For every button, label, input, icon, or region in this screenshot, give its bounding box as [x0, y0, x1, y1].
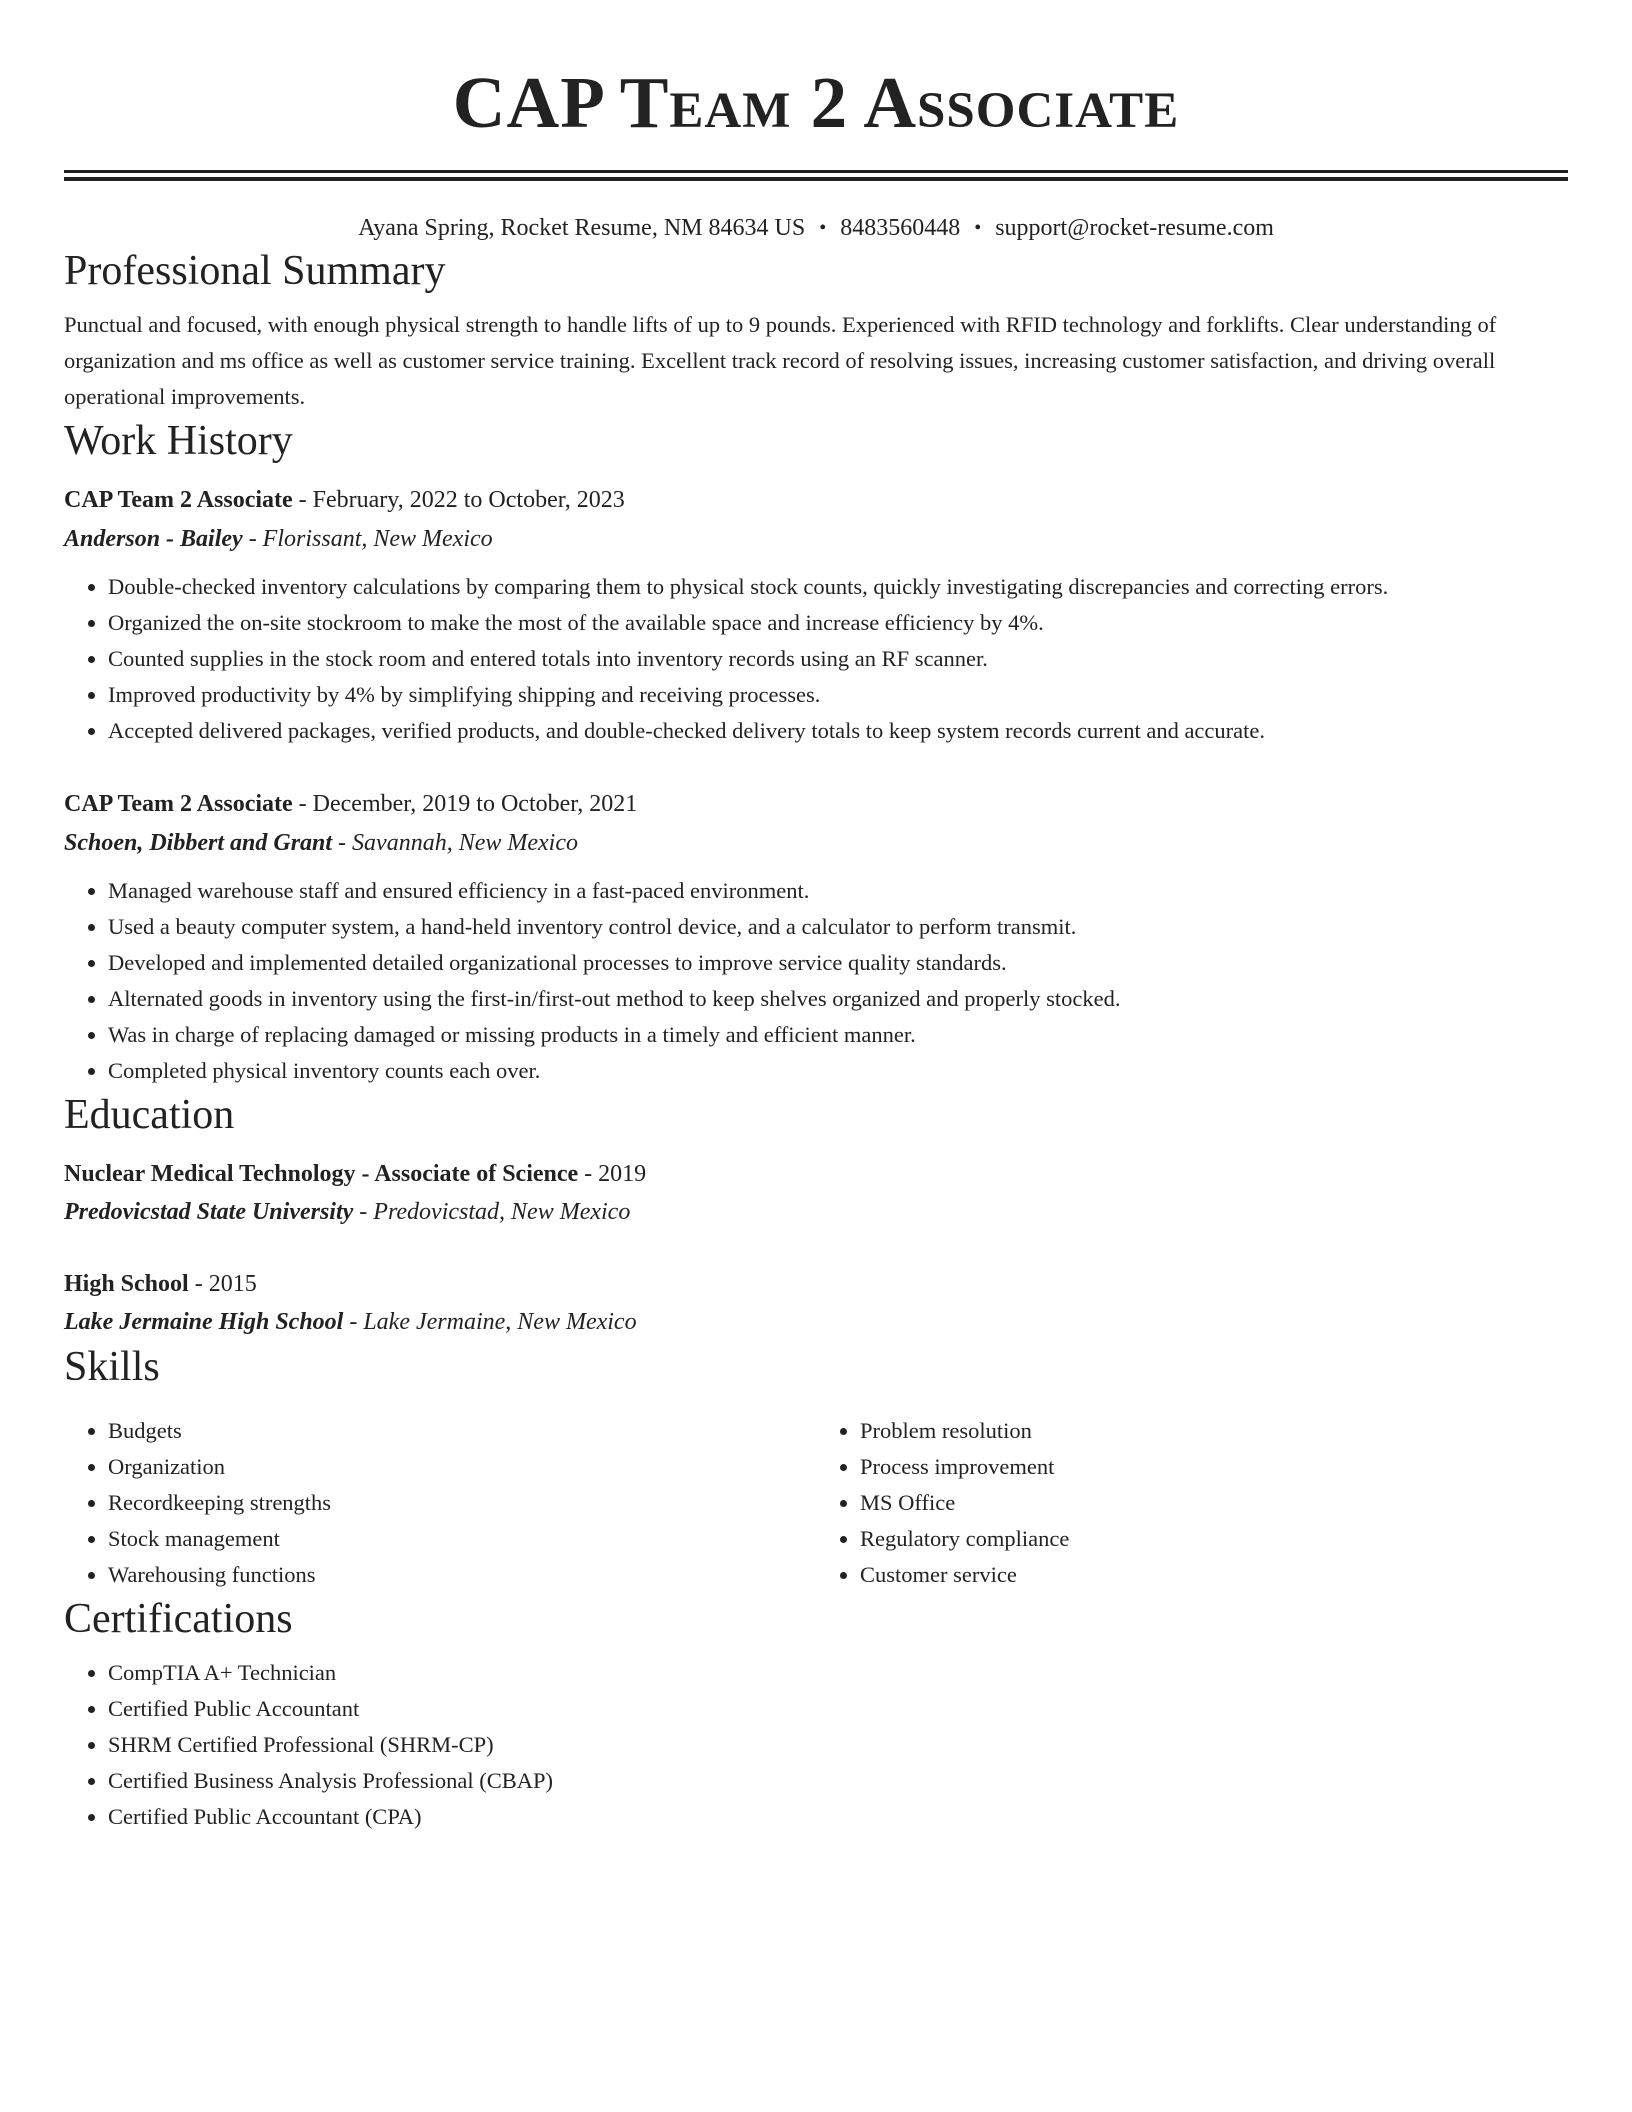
job-duties-list: [64, 569, 1568, 749]
education-degree: High School: [64, 1271, 189, 1297]
education-header: [64, 1265, 1568, 1303]
job-entry: [64, 785, 1568, 1089]
contact-separator: •: [974, 217, 982, 239]
summary-heading: Professional Summary: [64, 248, 446, 294]
job-header: [64, 481, 1568, 519]
education-degree: Nuclear Medical Technology - Associate of Science: [64, 1161, 579, 1187]
certification-item: • Certified Public Accountant: [108, 1691, 1568, 1727]
job-duty: • Managed warehouse staff and ensured efficiency in a fast-paced environment.: [108, 873, 1568, 909]
job-duty: • Counted supplies in the stock room and entered totals into inventory records using an RF scanner.: [108, 641, 1568, 677]
skills-grid: [64, 1413, 1568, 1593]
contact-separator: •: [819, 217, 827, 239]
job-employer: [64, 519, 1568, 559]
education-institution: [64, 1303, 1568, 1341]
summary-text: Punctual and focused, with enough physical strength to handle lifts of up to 9 pounds. Experienced with RFID technology and forklifts. Clear understanding of organization and ms office as well as customer service training. Excellent track record of resolving issues, increasing customer satisfaction, and driving overall operational improvements.: [64, 312, 1497, 409]
education-entry: [64, 1265, 1568, 1341]
education-school: Lake Jermaine High School: [64, 1309, 344, 1335]
contact-line: [64, 211, 1568, 245]
job-company: Anderson - Bailey: [64, 526, 243, 552]
contact-phone: 8483560448: [840, 215, 961, 241]
job-duty: • Was in charge of replacing damaged or missing products in a timely and efficient manner.: [108, 1017, 1568, 1053]
education-location: - Lake Jermaine, New Mexico: [343, 1309, 637, 1335]
skills-heading: Skills: [64, 1344, 160, 1390]
job-duty: • Used a beauty computer system, a hand-held inventory control device, and a calculator to perform transmit.: [108, 909, 1568, 945]
education-year: - 2015: [188, 1271, 257, 1297]
skill-item: • MS Office: [860, 1485, 1568, 1521]
skill-item: • Problem resolution: [860, 1413, 1568, 1449]
job-entry: [64, 481, 1568, 749]
skill-item: • Organization: [108, 1449, 816, 1485]
skill-item: • Budgets: [108, 1413, 816, 1449]
job-dates: - December, 2019 to October, 2021: [292, 791, 638, 817]
contact-email: support@rocket-resume.com: [995, 215, 1274, 241]
skill-item: • Recordkeeping strengths: [108, 1485, 816, 1521]
skill-item: • Stock management: [108, 1521, 816, 1557]
resume-page: [64, 0, 1568, 1835]
job-company: Schoen, Dibbert and Grant: [64, 830, 333, 856]
education-entry: [64, 1155, 1568, 1231]
education-header: [64, 1155, 1568, 1193]
job-duty: • Accepted delivered packages, verified products, and double-checked delivery totals to keep system records current and accurate.: [108, 713, 1568, 749]
job-duties-list: [64, 873, 1568, 1089]
certification-item: • Certified Public Accountant (CPA): [108, 1799, 1568, 1835]
job-location: - Florissant, New Mexico: [242, 526, 493, 552]
job-duty: • Alternated goods in inventory using the first-in/first-out method to keep shelves organized and properly stocked.: [108, 981, 1568, 1017]
certifications-heading: Certifications: [64, 1596, 293, 1642]
skills-list-left: [64, 1413, 816, 1593]
certifications-list: [64, 1655, 1568, 1835]
certification-item: • Certified Business Analysis Professional (CBAP): [108, 1763, 1568, 1799]
job-employer: [64, 823, 1568, 863]
job-duty: • Completed physical inventory counts each over.: [108, 1053, 1568, 1089]
resume-title: CAP Team 2 Associate: [452, 62, 1180, 143]
education-heading: Education: [64, 1092, 235, 1138]
work-history-heading: Work History: [64, 418, 293, 464]
skill-item: • Regulatory compliance: [860, 1521, 1568, 1557]
skill-item: • Process improvement: [860, 1449, 1568, 1485]
education-location: - Predovicstad, New Mexico: [353, 1199, 631, 1225]
skills-list-right: [816, 1413, 1568, 1593]
job-duty: • Developed and implemented detailed organizational processes to improve service quality standards.: [108, 945, 1568, 981]
title-double-rule: [64, 170, 1568, 181]
job-location: - Savannah, New Mexico: [332, 830, 578, 856]
job-dates: - February, 2022 to October, 2023: [292, 487, 625, 513]
job-duty: • Improved productivity by 4% by simplifying shipping and receiving processes.: [108, 677, 1568, 713]
certification-item: • SHRM Certified Professional (SHRM-CP): [108, 1727, 1568, 1763]
education-year: - 2019: [578, 1161, 647, 1187]
skill-item: • Warehousing functions: [108, 1557, 816, 1593]
certification-item: • CompTIA A+ Technician: [108, 1655, 1568, 1691]
job-duty: • Double-checked inventory calculations by comparing them to physical stock counts, quickly investigating discrepancies and correcting errors.: [108, 569, 1568, 605]
education-institution: [64, 1193, 1568, 1231]
skill-item: • Customer service: [860, 1557, 1568, 1593]
job-duty: • Organized the on-site stockroom to make the most of the available space and increase efficiency by 4%.: [108, 605, 1568, 641]
contact-address: Ayana Spring, Rocket Resume, NM 84634 US: [358, 215, 806, 241]
education-school: Predovicstad State University: [64, 1199, 354, 1225]
job-header: [64, 785, 1568, 823]
job-role: CAP Team 2 Associate: [64, 487, 293, 513]
job-role: CAP Team 2 Associate: [64, 791, 293, 817]
